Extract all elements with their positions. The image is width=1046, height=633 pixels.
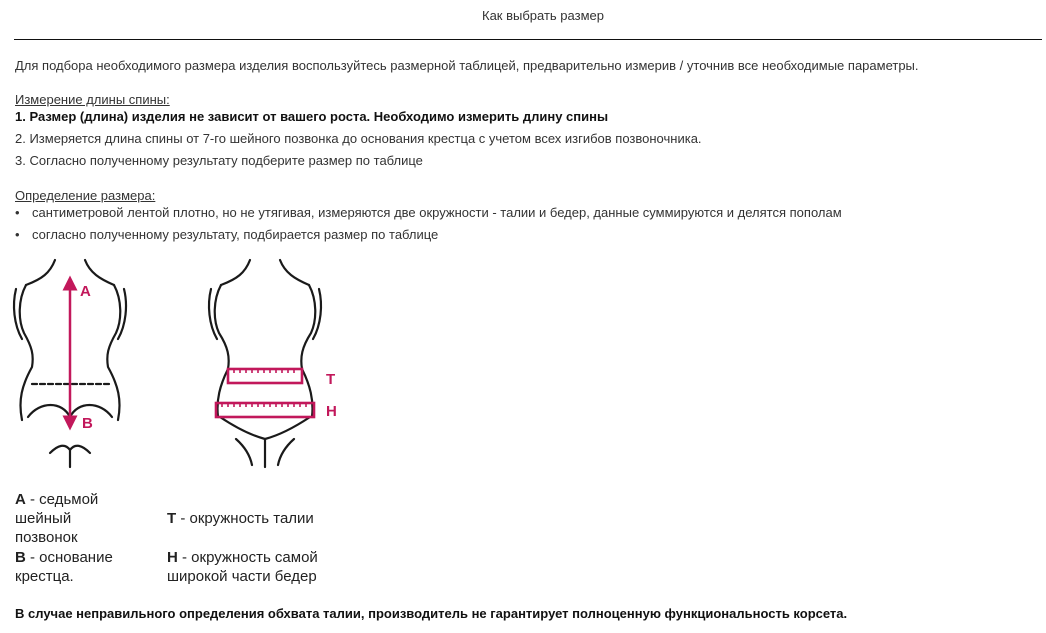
legend-h-key: H — [167, 549, 178, 566]
back-legs-icon — [50, 446, 90, 467]
back-neck-left-icon — [26, 260, 55, 285]
legend-t-key: T — [167, 510, 177, 527]
back-length-step-2: 2. Измеряется длина спины от 7-го шейного позвонка до основания крестца с учетом всех изгибов позвоночника. — [15, 131, 702, 146]
legend-a-key: A — [15, 491, 26, 508]
front-view-figure — [209, 260, 321, 467]
page-title: Как выбрать размер — [482, 8, 604, 23]
front-torso-left-icon — [215, 285, 229, 417]
size-definition-item-text: сантиметровой лентой плотно, но не утягивая, измеряются две окружности - талии и бедер, данные суммируются и делятся пополам — [32, 205, 842, 220]
legend-b-text: крестца. — [15, 568, 74, 585]
title-divider — [14, 39, 1042, 40]
hip-tape-icon — [216, 403, 314, 417]
legend-t-text: - окружность талии — [176, 510, 314, 527]
legend-h-text: широкой части бедер — [167, 568, 317, 585]
front-underwear-icon — [220, 417, 310, 439]
label-h: H — [326, 403, 337, 420]
back-length-heading: Измерение длины спины: — [15, 92, 170, 107]
back-length-step-3: 3. Согласно полученному результату подберите размер по таблице — [15, 153, 423, 168]
front-neck-right-icon — [280, 260, 309, 285]
intro-text: Для подбора необходимого размера изделия воспользуйтесь размерной таблицей, предварительно измерив / уточнив все необходимые параметры. — [15, 58, 919, 73]
size-definition-item — [15, 224, 842, 246]
legend-a — [15, 490, 98, 547]
size-definition-list — [15, 202, 842, 246]
measurement-diagram — [10, 255, 350, 475]
back-torso-left-icon — [20, 285, 33, 420]
legend-b-key: B — [15, 549, 26, 566]
legend-h-text: - окружность самой — [177, 549, 318, 566]
bullet-icon: • — [15, 205, 20, 220]
legend-b-text: - основание — [25, 549, 113, 566]
back-length-step-1: 1. Размер (длина) изделия не зависит от вашего роста. Необходимо измерить длину спины — [15, 109, 609, 124]
legend-t — [167, 509, 314, 528]
legend-a-text: - седьмой — [25, 491, 99, 508]
size-definition-heading: Определение размера: — [15, 188, 156, 203]
back-torso-right-icon — [107, 285, 120, 420]
size-definition-item-text: согласно полученному результату, подбирается размер по таблице — [32, 227, 439, 242]
back-neck-right-icon — [85, 260, 114, 285]
label-t: T — [326, 371, 336, 388]
legend-a-text: позвонок — [15, 529, 78, 546]
warning-footer: В случае неправильного определения обхвата талии, производитель не гарантирует полноценную функциональность корсета. — [15, 606, 848, 621]
front-neck-left-icon — [221, 260, 250, 285]
label-b: B — [82, 415, 93, 432]
legend-b — [15, 548, 113, 586]
legend-h — [167, 548, 318, 586]
size-definition-item — [15, 202, 842, 224]
back-length-list — [15, 106, 702, 172]
legend-a-text: шейный — [15, 510, 72, 527]
waist-tape-icon — [228, 369, 302, 383]
label-a: A — [80, 283, 91, 300]
bullet-icon: • — [15, 227, 20, 242]
front-legs-icon — [236, 439, 294, 467]
front-torso-right-icon — [301, 285, 315, 417]
